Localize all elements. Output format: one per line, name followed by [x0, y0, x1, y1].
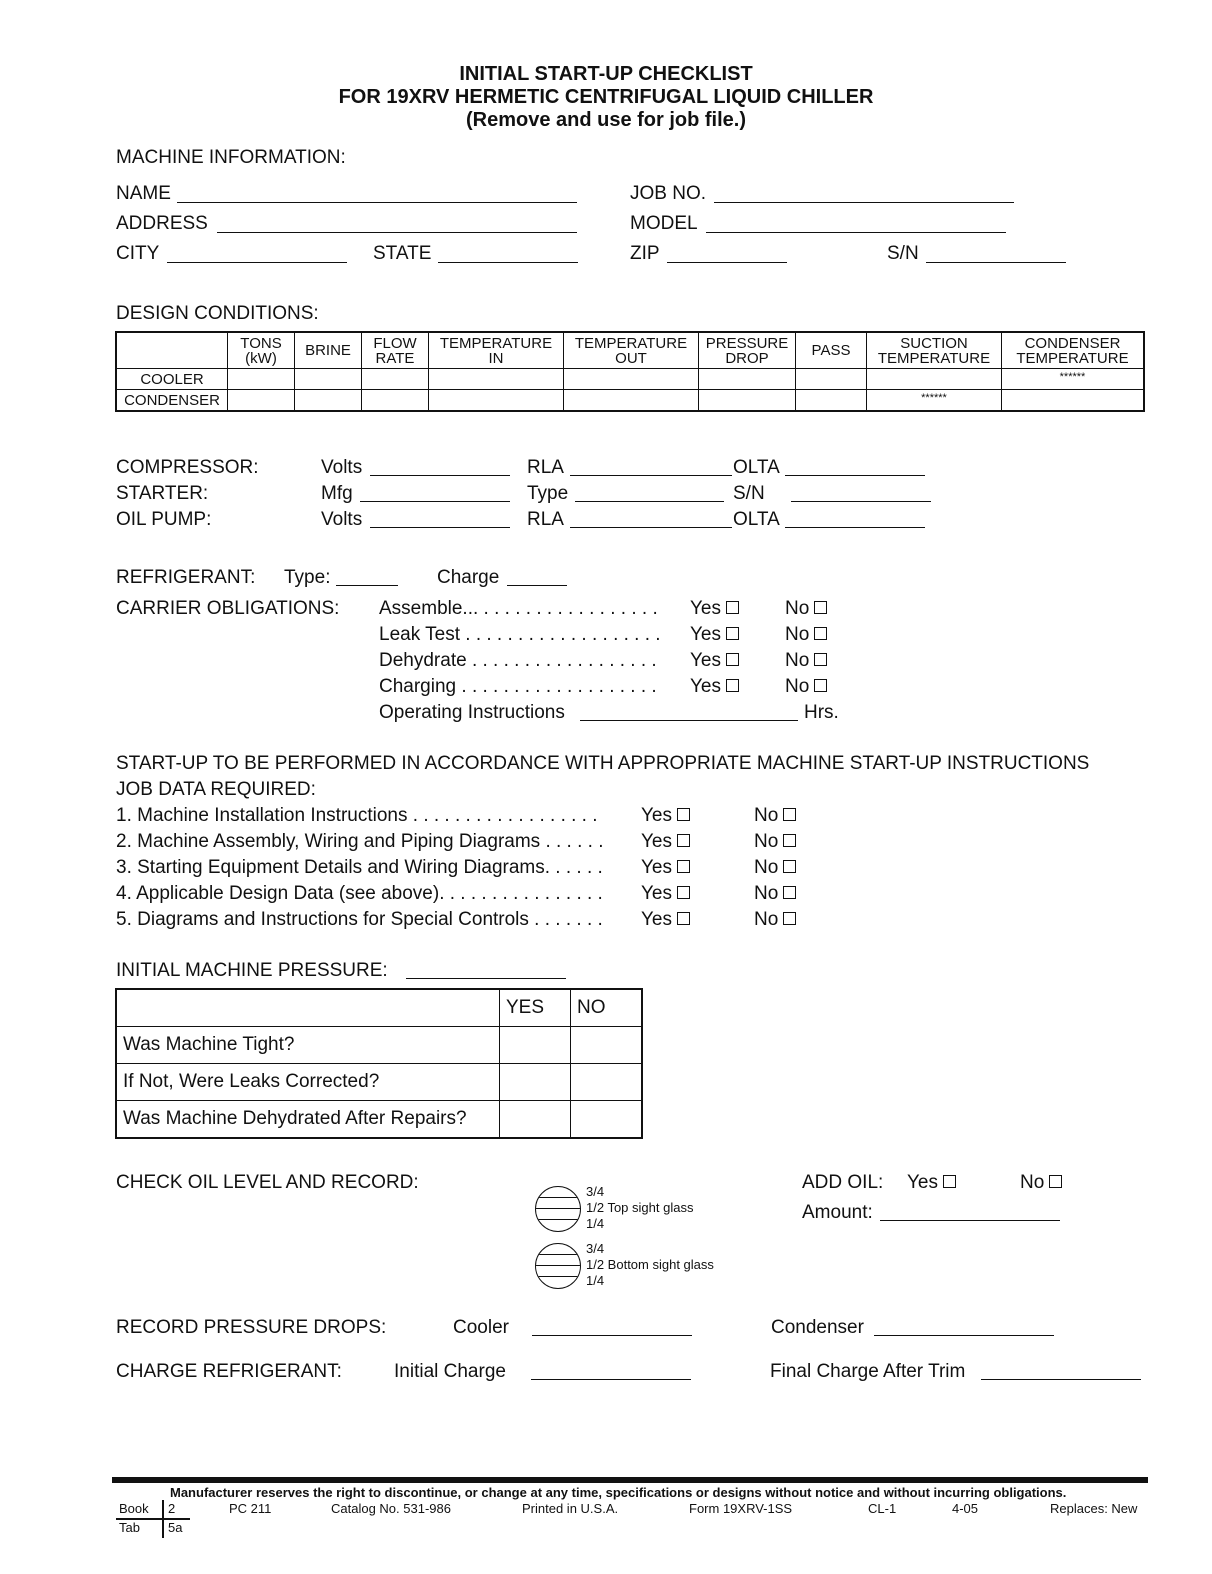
add-oil-label: ADD OIL: [802, 1172, 884, 1193]
starter-mfg-field[interactable] [360, 501, 510, 502]
state-label: STATE [373, 243, 432, 264]
checkbox[interactable] [814, 601, 827, 614]
col-flow-rate: FLOW RATE [362, 332, 429, 369]
name-label: NAME [116, 183, 171, 204]
bottom-sight-glass-icon [535, 1243, 581, 1289]
obligation-no[interactable]: No [785, 676, 827, 698]
job-data-yes[interactable]: Yes [641, 909, 690, 931]
add-oil-no[interactable]: No [1020, 1172, 1062, 1194]
state-field[interactable] [438, 262, 578, 263]
checkbox[interactable] [783, 886, 796, 899]
book-label: Book [119, 1501, 149, 1516]
compressor-rla-field[interactable] [570, 475, 732, 476]
tab-value: 5a [168, 1520, 183, 1535]
obligation-no[interactable]: No [785, 598, 827, 620]
footer-rule [112, 1477, 1148, 1483]
table-row [116, 1064, 642, 1101]
starter-sn-field[interactable] [791, 501, 931, 502]
oil-level-heading: CHECK OIL LEVEL AND RECORD: [116, 1172, 419, 1193]
checkbox[interactable] [943, 1175, 956, 1188]
zip-field[interactable] [667, 262, 787, 263]
job-data-item-3: 3. Starting Equipment Details and Wiring Diagrams. . . . . . [116, 857, 603, 878]
col-tons: TONS (kW) [228, 332, 295, 369]
obligation-yes[interactable]: Yes [690, 624, 739, 646]
compressor-label: COMPRESSOR: [116, 457, 259, 478]
compressor-volts-field[interactable] [370, 475, 510, 476]
job-data-item-4: 4. Applicable Design Data (see above). . . . . . . . . . . . . . . . [116, 883, 603, 904]
pc-number: PC 211 [229, 1501, 272, 1516]
book-value: 2 [168, 1501, 176, 1516]
hrs-label: Hrs. [804, 702, 839, 723]
amount-label: Amount: [802, 1202, 873, 1223]
refrigerant-label: REFRIGERANT: [116, 567, 256, 588]
model-field[interactable] [706, 232, 1006, 233]
catalog-number: Catalog No. 531-986 [331, 1501, 451, 1516]
job-data-yes[interactable]: Yes [641, 831, 690, 853]
top-sight-glass-labels: 3/4 1/2 Top sight glass 1/4 [586, 1184, 694, 1231]
job-data-no[interactable]: No [754, 883, 796, 905]
col-pass: PASS [796, 332, 867, 369]
operating-instructions-field[interactable] [580, 720, 798, 721]
printed-in: Printed in U.S.A. [522, 1501, 619, 1516]
col-suction-temp: SUCTION TEMPERATURE [867, 332, 1002, 369]
machine-info-heading: MACHINE INFORMATION: [116, 147, 346, 168]
refrigerant-type-field[interactable] [336, 585, 398, 586]
obligation-no[interactable]: No [785, 650, 827, 672]
table-row [116, 1101, 642, 1139]
checkbox[interactable] [783, 808, 796, 821]
obligation-yes[interactable]: Yes [690, 598, 739, 620]
condenser-drop-field[interactable] [874, 1335, 1054, 1336]
job-data-no[interactable]: No [754, 909, 796, 931]
checkbox[interactable] [726, 653, 739, 666]
checkbox[interactable] [726, 601, 739, 614]
checkbox[interactable] [814, 679, 827, 692]
bottom-sight-glass-labels: 3/4 1/2 Bottom sight glass 1/4 [586, 1241, 714, 1288]
title-line-3: (Remove and use for job file.) [465, 109, 747, 131]
final-charge-label: Final Charge After Trim [770, 1361, 966, 1382]
obligations-heading: CARRIER OBLIGATIONS: [116, 598, 340, 619]
tab-label: Tab [119, 1520, 140, 1535]
final-charge-field[interactable] [981, 1379, 1141, 1380]
job-data-item-2: 2. Machine Assembly, Wiring and Piping Diagrams . . . . . . [116, 831, 604, 852]
initial-pressure-label: INITIAL MACHINE PRESSURE: [116, 960, 388, 981]
starter-label: STARTER: [116, 483, 209, 504]
design-heading: DESIGN CONDITIONS: [116, 303, 319, 324]
design-conditions-table [115, 331, 1145, 412]
refrigerant-charge-field[interactable] [507, 585, 567, 586]
checkbox[interactable] [783, 860, 796, 873]
col-brine: BRINE [295, 332, 362, 369]
oil-pump-volts-field[interactable] [370, 527, 510, 528]
pressure-table [115, 988, 643, 1139]
charge-refrigerant-label: CHARGE REFRIGERANT: [116, 1361, 342, 1382]
obligation-no[interactable]: No [785, 624, 827, 646]
obligation-yes[interactable]: Yes [690, 676, 739, 698]
checkbox[interactable] [677, 860, 690, 873]
job-data-yes[interactable]: Yes [641, 883, 690, 905]
operating-instructions-label: Operating Instructions [379, 702, 565, 723]
cl-number: CL-1 [868, 1501, 897, 1516]
oil-pump-olta-field[interactable] [785, 527, 925, 528]
compressor-volts-label: Volts [321, 457, 363, 478]
address-field[interactable] [217, 232, 577, 233]
footer-notice: Manufacturer reserves the right to discontinue, or change at any time, specifications or designs without notice and without incurring obligations. [170, 1485, 1067, 1500]
oil-pump-rla-label: RLA [527, 509, 564, 530]
starter-mfg-label: Mfg [321, 483, 353, 504]
form-number: Form 19XRV-1SS [689, 1501, 793, 1516]
compressor-olta-label: OLTA [733, 457, 780, 478]
top-sight-glass-icon [535, 1186, 581, 1232]
job-data-no[interactable]: No [754, 805, 796, 827]
question-dehydrated: Was Machine Dehydrated After Repairs? [116, 1101, 500, 1139]
title-line-2: FOR 19XRV HERMETIC CENTRIFUGAL LIQUID CHILLER [338, 86, 874, 108]
obligation-yes[interactable]: Yes [690, 650, 739, 672]
initial-charge-field[interactable] [531, 1379, 691, 1380]
condenser-drop-label: Condenser [771, 1317, 864, 1338]
checkbox[interactable] [677, 808, 690, 821]
sn-label: S/N [887, 243, 919, 264]
job-data-yes[interactable]: Yes [641, 805, 690, 827]
pressure-drops-label: RECORD PRESSURE DROPS: [116, 1317, 387, 1338]
job-data-yes[interactable]: Yes [641, 857, 690, 879]
checkbox[interactable] [677, 834, 690, 847]
checkbox[interactable] [814, 627, 827, 640]
city-label: CITY [116, 243, 160, 264]
starter-type-field[interactable] [575, 501, 724, 502]
starter-type-label: Type [527, 483, 569, 504]
oil-pump-label: OIL PUMP: [116, 509, 212, 530]
job-data-no[interactable]: No [754, 857, 796, 879]
row-label-cooler: COOLER [116, 369, 228, 390]
refrigerant-charge-label: Charge [437, 567, 500, 588]
model-label: MODEL [630, 213, 698, 234]
starter-sn-label: S/N [733, 483, 765, 504]
checkbox[interactable] [783, 834, 796, 847]
replaces: Replaces: New [1050, 1501, 1138, 1516]
col-pressure-drop: PRESSURE DROP [699, 332, 796, 369]
oil-pump-rla-field[interactable] [570, 527, 732, 528]
date-code: 4-05 [952, 1501, 979, 1516]
address-label: ADDRESS [116, 213, 208, 234]
obligation-dehydrate: Dehydrate . . . . . . . . . . . . . . . . . . [379, 650, 657, 671]
job-data-heading: JOB DATA REQUIRED: [116, 779, 316, 800]
startup-instructions: START-UP TO BE PERFORMED IN ACCORDANCE WITH APPROPRIATE MACHINE START-UP INSTRUCTIONS [116, 753, 1090, 774]
table-row [116, 369, 1144, 390]
table-row [116, 390, 1144, 412]
checkbox[interactable] [726, 679, 739, 692]
sn-field[interactable] [926, 262, 1066, 263]
table-row [116, 1027, 642, 1064]
checkbox[interactable] [814, 653, 827, 666]
book-tab-divider-h [116, 1518, 190, 1520]
no-header: NO [571, 989, 643, 1027]
col-condenser-temp: CONDENSER TEMPERATURE [1002, 332, 1145, 369]
job-data-no[interactable]: No [754, 831, 796, 853]
obligation-assemble: Assemble... . . . . . . . . . . . . . . . . . [379, 598, 658, 619]
compressor-rla-label: RLA [527, 457, 564, 478]
oil-pump-olta-label: OLTA [733, 509, 780, 530]
job-data-item-5: 5. Diagrams and Instructions for Special Controls . . . . . . . [116, 909, 603, 930]
col-temp-out: TEMPERATURE OUT [564, 332, 699, 369]
checkbox[interactable] [677, 912, 690, 925]
oil-pump-volts-label: Volts [321, 509, 363, 530]
question-leaks-corrected: If Not, Were Leaks Corrected? [116, 1064, 500, 1101]
row-label-condenser: CONDENSER [116, 390, 228, 412]
yes-header: YES [500, 989, 571, 1027]
add-oil-yes[interactable]: Yes [907, 1172, 956, 1194]
initial-charge-label: Initial Charge [394, 1361, 506, 1382]
job-data-item-1: 1. Machine Installation Instructions . . . . . . . . . . . . . . . . . . [116, 805, 598, 826]
condenser-suction-temp-na: ****** [867, 390, 1002, 412]
zip-label: ZIP [630, 243, 660, 264]
initial-pressure-field[interactable] [406, 978, 566, 979]
cooler-drop-label: Cooler [453, 1317, 509, 1338]
checkbox[interactable] [1049, 1175, 1062, 1188]
city-field[interactable] [167, 262, 347, 263]
job-no-label: JOB NO. [630, 183, 707, 204]
table-corner [116, 332, 228, 369]
compressor-olta-field[interactable] [785, 475, 925, 476]
cooler-drop-field[interactable] [532, 1335, 692, 1336]
name-field[interactable] [177, 202, 577, 203]
checkbox[interactable] [783, 912, 796, 925]
refrigerant-type-label: Type: [284, 567, 331, 588]
title-line-1: INITIAL START-UP CHECKLIST [459, 63, 753, 85]
amount-field[interactable] [880, 1220, 1060, 1221]
col-temp-in: TEMPERATURE IN [429, 332, 564, 369]
checkbox[interactable] [677, 886, 690, 899]
cooler-condenser-temp-na: ****** [1002, 369, 1145, 390]
checkbox[interactable] [726, 627, 739, 640]
obligation-charging: Charging . . . . . . . . . . . . . . . . . . . [379, 676, 657, 697]
job-no-field[interactable] [714, 202, 1014, 203]
obligation-leak-test: Leak Test . . . . . . . . . . . . . . . . . . . [379, 624, 661, 645]
question-machine-tight: Was Machine Tight? [116, 1027, 500, 1064]
